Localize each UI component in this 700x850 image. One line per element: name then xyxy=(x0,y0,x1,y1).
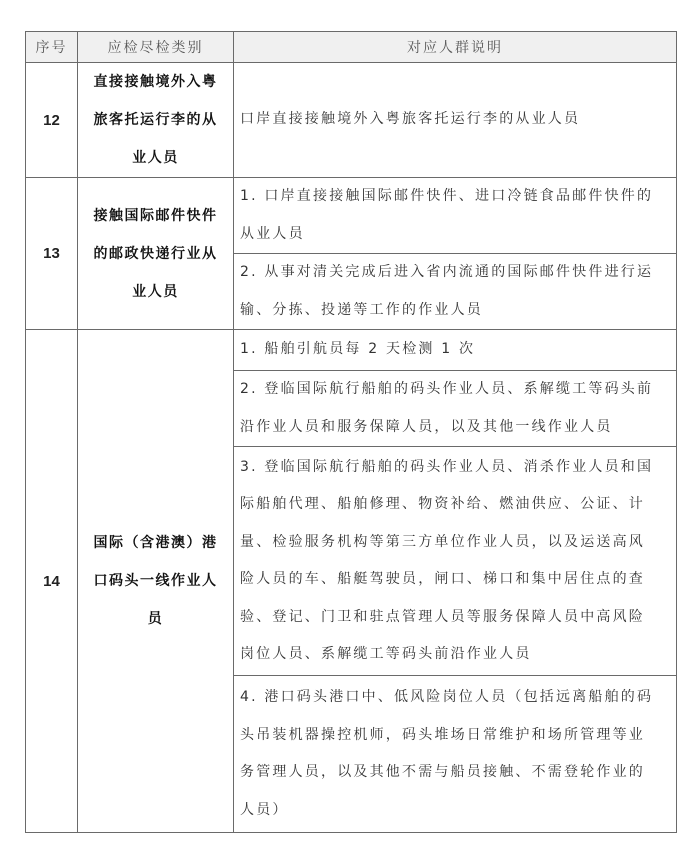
header-description: 对应人群说明 xyxy=(234,32,677,63)
row-number: 12 xyxy=(26,63,78,178)
description-line: 2. 登临国际航行船舶的码头作业人员、系解缆工等码头前 xyxy=(240,381,654,397)
description-line: 1. 口岸直接接触国际邮件快件、进口冷链食品邮件快件的 xyxy=(240,188,654,204)
category-line: 员 xyxy=(147,611,164,627)
description-cell xyxy=(234,178,677,254)
category-line: 接触国际邮件快件 xyxy=(93,207,218,224)
category-cell xyxy=(78,330,234,833)
description-cell xyxy=(234,330,677,371)
description-line: 4. 港口码头港口中、低风险岗位人员（包括远离船舶的码 xyxy=(240,689,654,705)
row-number: 13 xyxy=(26,178,78,330)
description-line: 人员） xyxy=(240,801,289,818)
description-line: 沿作业人员和服务保障人员，以及其他一线作业人员 xyxy=(240,418,613,435)
description-line: 岗位人员、系解缆工等码头前沿作业人员 xyxy=(240,646,532,662)
category-line: 旅客托运行李的从 xyxy=(93,112,218,128)
category-line: 业人员 xyxy=(132,150,179,166)
description-line: 险人员的车、船艇驾驶员，闸口、梯口和集中居住点的查 xyxy=(240,571,645,587)
inspection-category-table xyxy=(25,31,677,833)
row-number: 14 xyxy=(26,330,78,833)
table-row xyxy=(26,330,677,371)
description-line: 1. 船舶引航员每 2 天检测 1 次 xyxy=(240,341,476,358)
header-category: 应检尽检类别 xyxy=(78,32,234,63)
table-header-row xyxy=(26,32,677,63)
category-cell xyxy=(78,178,234,330)
description-cell xyxy=(234,63,677,178)
description-line: 验、登记、门卫和驻点管理人员等服务保障人员中高风险 xyxy=(240,608,645,625)
category-cell xyxy=(78,63,234,178)
description-line: 2. 从事对清关完成后进入省内流通的国际邮件快件进行运 xyxy=(240,264,654,280)
category-line: 国际（含港澳）港 xyxy=(93,535,218,551)
category-line: 直接接触境外入粤 xyxy=(93,74,218,90)
description-line: 量、检验服务机构等第三方单位作业人员，以及运送高风 xyxy=(240,533,645,550)
table-row xyxy=(26,63,677,178)
description-line: 头吊装机器操控机师，码头堆场日常维护和场所管理等业 xyxy=(240,726,645,743)
description-cell xyxy=(234,254,677,330)
description-line: 际船舶代理、船舶修理、物资补给、燃油供应、公证、计 xyxy=(240,496,645,512)
description-line: 从业人员 xyxy=(240,225,305,242)
description-cell xyxy=(234,447,677,676)
description-line: 务管理人员，以及其他不需与船员接触、不需登轮作业的 xyxy=(240,764,645,780)
table-row xyxy=(26,178,677,254)
category-line: 口码头一线作业人 xyxy=(93,573,218,589)
category-line: 的邮政快递行业从 xyxy=(93,245,218,262)
header-no: 序号 xyxy=(26,32,78,63)
description-line: 口岸直接接触境外入粤旅客托运行李的从业人员 xyxy=(240,111,581,128)
description-line: 3. 登临国际航行船舶的码头作业人员、消杀作业人员和国 xyxy=(240,458,654,475)
category-line: 业人员 xyxy=(132,283,179,300)
description-cell xyxy=(234,371,677,447)
description-line: 输、分拣、投递等工作的作业人员 xyxy=(240,301,483,318)
description-cell xyxy=(234,676,677,833)
